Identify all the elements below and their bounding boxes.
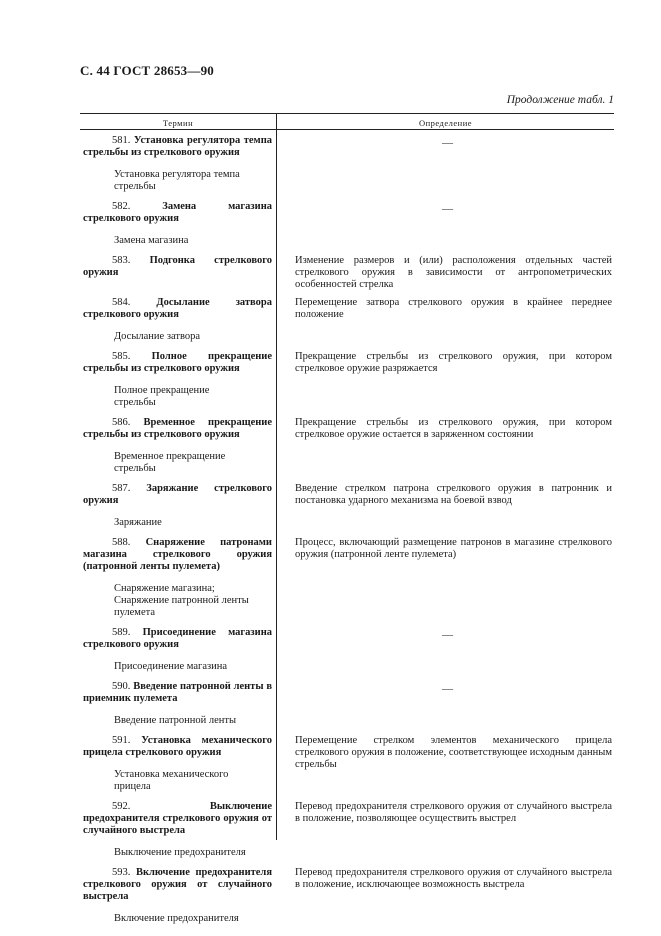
table-row — [80, 253, 614, 291]
table-row — [80, 625, 614, 675]
definition-dash: — — [442, 683, 453, 695]
terms-table — [80, 113, 614, 924]
term-entry — [83, 135, 272, 159]
term-short-form: Досылание затвора — [114, 331, 200, 342]
definition-text: Введение стрелком патрона стрелкового оружия в патронник и постановка ударного механизма на боевой взвод — [295, 483, 612, 506]
table-row — [80, 295, 614, 345]
definition-cell — [276, 133, 614, 195]
table-row — [80, 415, 614, 477]
term-short-form: Замена магазина — [114, 235, 189, 246]
definition-cell — [276, 679, 614, 729]
term-short-form: Введение патронной ленты — [114, 715, 237, 726]
definition-dash: — — [442, 203, 453, 215]
table-header-rule — [80, 129, 614, 130]
table-row — [80, 349, 614, 411]
term-cell — [80, 133, 276, 195]
table-row — [80, 733, 614, 795]
definition-text: Процесс, включающий размещение патронов в магазине стрелкового оружия (патронной ленте пулемета) — [295, 537, 612, 560]
term-cell — [80, 481, 276, 531]
term-name: Выключение предохранителя стрелкового оружия от случайного выстрела — [83, 801, 272, 836]
table-row — [80, 865, 614, 927]
term-number: 587. — [112, 483, 131, 494]
term-name: Временное прекращение стрельбы из стрелкового оружия — [83, 417, 272, 440]
definition-text: Изменение размеров и (или) расположения отдельных частей стрелкового оружия в зависимости от антропометрических особенностей стрелка — [295, 255, 612, 290]
term-name: Присоединение магазина стрелкового оружия — [83, 627, 272, 650]
term-number: 589. — [112, 627, 131, 638]
term-number: 591. — [112, 735, 131, 746]
term-cell — [80, 799, 276, 861]
definition-cell — [276, 535, 614, 621]
term-short-form: Снаряжение магазина; Снаряжение патронной ленты пулемета — [114, 583, 249, 618]
term-number: 584. — [112, 297, 131, 308]
term-name: Полное прекращение стрельбы из стрелкового оружия — [83, 351, 273, 374]
definition-cell — [276, 625, 614, 675]
term-entry — [83, 255, 272, 279]
table-body — [80, 133, 614, 927]
column-header-term: Термин — [162, 118, 194, 128]
table-row — [80, 481, 614, 531]
definition-cell — [276, 799, 614, 861]
term-number: 582. — [112, 201, 131, 212]
definition-text: Перевод предохранителя стрелкового оружия от случайного выстрела в положение, позволяющее осуществить выстрел — [295, 801, 612, 824]
term-short-form: Заряжание — [114, 517, 162, 528]
term-cell — [80, 535, 276, 621]
term-entry — [83, 801, 272, 837]
term-name: Подгонка стрелкового оружия — [83, 255, 272, 278]
definition-dash: — — [442, 629, 453, 641]
term-short-form: Установка регулятора темпа стрельбы — [114, 169, 240, 192]
term-cell — [80, 295, 276, 345]
term-entry — [83, 201, 272, 225]
definition-cell — [276, 733, 614, 795]
definition-text: Прекращение стрельбы из стрелкового оружия, при котором стрелковое оружие разряжается — [295, 351, 612, 374]
term-entry — [83, 297, 272, 321]
page-header: С. 44 ГОСТ 28653—90 — [80, 63, 214, 78]
term-number: 593. — [112, 867, 131, 878]
term-name: Установка регулятора темпа стрельбы из стрелкового оружия — [83, 135, 272, 158]
term-number: 585. — [112, 351, 131, 362]
term-entry — [83, 735, 272, 759]
definition-cell — [276, 865, 614, 927]
term-entry — [83, 681, 272, 705]
column-header-definition: Определение — [418, 118, 473, 128]
definition-text: Прекращение стрельбы из стрелкового оружия, при котором стрелковое оружие остается в заряженном состоянии — [295, 417, 612, 440]
definition-dash: — — [442, 137, 453, 149]
term-number: 590. — [112, 681, 131, 692]
term-name: Снаряжение патронами магазина стрелкового оружия (патронной ленты пулемета) — [83, 537, 272, 572]
term-cell — [80, 733, 276, 795]
table-row — [80, 133, 614, 195]
table-row — [80, 799, 614, 861]
term-number: 592. — [112, 801, 131, 812]
term-name: Досылание затвора стрелкового оружия — [83, 297, 272, 320]
term-short-form: Выключение предохранителя — [114, 847, 246, 858]
definition-cell — [276, 199, 614, 249]
table-continuation-label: Продолжение табл. 1 — [506, 94, 614, 106]
definition-cell — [276, 481, 614, 531]
term-number: 581. — [112, 135, 131, 146]
term-name: Установка механического прицела стрелкового оружия — [83, 735, 272, 758]
term-entry — [83, 351, 272, 375]
term-cell — [80, 865, 276, 927]
term-short-form: Установка механического прицела — [114, 769, 229, 792]
table-row — [80, 199, 614, 249]
term-entry — [83, 537, 272, 573]
term-name: Замена магазина стрелкового оружия — [83, 201, 273, 224]
term-cell — [80, 679, 276, 729]
definition-text: Перевод предохранителя стрелкового оружия от случайного выстрела в положение, исключающее возможность выстрела — [295, 867, 612, 890]
term-cell — [80, 349, 276, 411]
term-name: Введение патронной ленты в приемник пулемета — [83, 681, 273, 704]
definition-text: Перемещение стрелком элементов механического прицела стрелкового оружия в положение, соответствующее исходным данным стрельбы — [295, 735, 612, 770]
definition-cell — [276, 349, 614, 411]
term-number: 586. — [112, 417, 131, 428]
term-short-form: Полное прекращение стрельбы — [114, 385, 210, 408]
term-number: 588. — [112, 537, 131, 548]
term-short-form: Присоединение магазина — [114, 661, 228, 672]
definition-cell — [276, 295, 614, 345]
term-entry — [83, 417, 272, 441]
term-name: Включение предохранителя стрелкового оружия от случайного выстрела — [83, 867, 273, 902]
term-short-form: Временное прекращение стрельбы — [114, 451, 226, 474]
term-cell — [80, 199, 276, 249]
term-entry — [83, 867, 272, 903]
term-cell — [80, 415, 276, 477]
term-entry — [83, 483, 272, 507]
table-row — [80, 679, 614, 729]
table-top-rule — [80, 113, 614, 114]
term-name: Заряжание стрелкового оружия — [83, 483, 272, 506]
table-row — [80, 535, 614, 621]
term-entry — [83, 627, 272, 651]
definition-cell — [276, 415, 614, 477]
definition-cell — [276, 253, 614, 291]
term-short-form: Включение предохранителя — [114, 913, 239, 924]
term-cell — [80, 253, 276, 291]
definition-text: Перемещение затвора стрелкового оружия в крайнее переднее положение — [295, 297, 612, 320]
term-cell — [80, 625, 276, 675]
term-number: 583. — [112, 255, 131, 266]
